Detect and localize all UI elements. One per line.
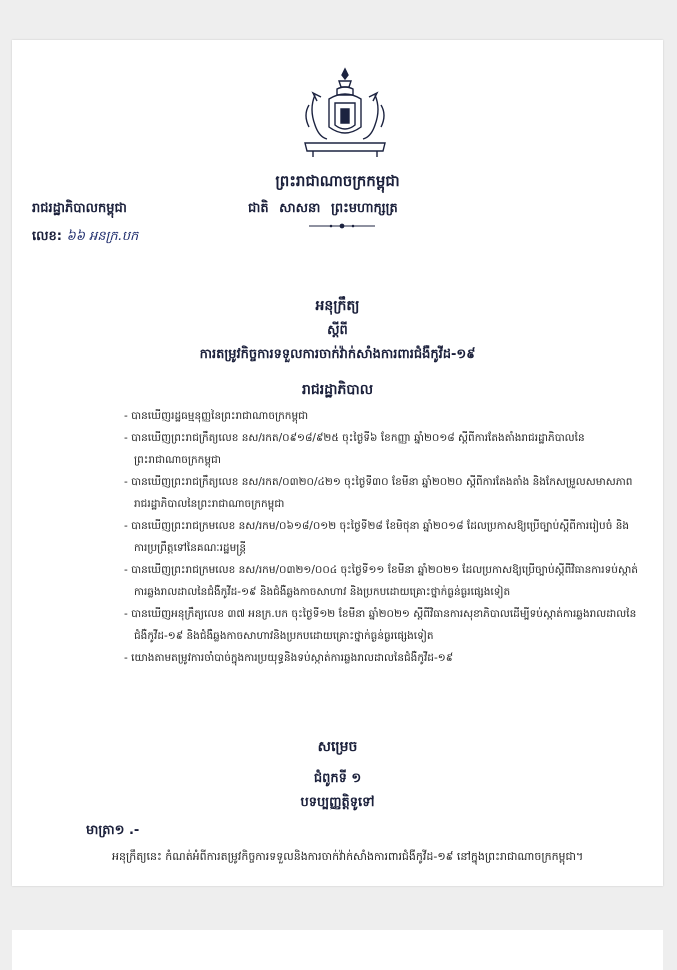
document-page (12, 40, 663, 886)
next-page-edge (12, 930, 663, 970)
article-label: មាត្រា១ .- (86, 823, 140, 838)
article-text: អនុក្រឹត្យនេះ កំណត់អំពីការតម្រូវកិច្ចការទទួលនិងការចាក់វ៉ាក់សាំងការពារជំងឺកូវីដ-១៩ នៅក្នុងព្រះរាជាណាចក្រកម្ពុជា។ (112, 850, 584, 863)
list-item: - បានឃើញអនុក្រឹត្យលេខ ៣៧ អនក្រ.បក ចុះថ្ងៃទី១២ ខែមីនា ឆ្នាំ២០២១ ស្តីពីវិធានការសុខាភិបាលដើម្បីទប់ស្កាត់ការឆ្លងរាលដាលនៃជំងឺកូវីដ-១៩ និងជំងឺឆ្លងកាចសាហាវនិងប្រកបដោយគ្រោះថ្នាក់ធ្ងន់ធ្ងរផ្សេងទៀត (124, 608, 637, 642)
government-name: រាជរដ្ឋាភិបាលកម្ពុជា (32, 201, 127, 216)
list-item: - បានឃើញព្រះរាជក្រឹត្យលេខ នស/រកត/០៩១៨/៩២៥ ចុះថ្ងៃទី៦ ខែកញ្ញា ឆ្នាំ២០១៨ ស្តីពីការតែងតាំងរាជរដ្ឋាភិបាលនៃព្រះរាជាណាចក្រកម្ពុជា (124, 432, 585, 466)
considerations-list (124, 405, 642, 669)
list-item: - បានឃើញព្រះរាជក្រមលេខ នស/រកម/០៣២១/០០៤ ចុះថ្ងៃទី១១ ខែមីនា ឆ្នាំ២០២១ ដែលប្រកាសឱ្យប្រើច្បាប់ស្តីពីវិធានការទប់ស្កាត់ការឆ្លងរាលដាលនៃជំងឺកូវីដ-១៩ និងជំងឺឆ្លងកាចសាហាវ និងប្រកបដោយគ្រោះថ្នាក់ធ្ងន់ធ្ងរផ្សេងទៀត (124, 564, 638, 598)
kingdom-name: ព្រះរាជាណាចក្រកម្ពុជា (275, 172, 400, 190)
reference-label: លេខ: (32, 229, 62, 244)
list-item: - បានឃើញព្រះរាជក្រឹត្យលេខ នស/រកត/០៣២០/៤២១ ចុះថ្ងៃទី៣០ ខែមីនា ឆ្នាំ២០២០ ស្តីពីការតែងតាំង និងកែសម្រួលសមាសភាពរាជរដ្ឋាភិបាលនៃព្រះរាជាណាចក្រកម្ពុជា (124, 476, 633, 510)
document-issuer: រាជរដ្ឋាភិបាល (301, 382, 374, 398)
decision-heading: សម្រេច (317, 739, 358, 755)
reference-number (32, 228, 138, 247)
document-subject: ការតម្រូវកិច្ចការទទួលការចាក់វ៉ាក់សាំងការពារជំងឺកូវីដ-១៩ (199, 347, 476, 362)
chapter-number: ជំពូកទី ១ (313, 771, 362, 786)
document-about: ស្តីពី (327, 323, 348, 338)
list-item: - បានឃើញព្រះរាជក្រមលេខ នស/រកម/០៦១៨/០១២ ចុះថ្ងៃទី២៨ ខែមិថុនា ឆ្នាំ២០១៨ ដែលប្រកាសឱ្យប្រើច្បាប់ស្តីពីការរៀបចំ និងការប្រព្រឹត្តទៅនៃគណៈរដ្ឋមន្ត្រី (124, 520, 630, 554)
chapter-title: បទប្បញ្ញត្តិទូទៅ (300, 795, 375, 810)
reference-handwritten: ៦៦ អនក្រ.បក (66, 229, 139, 244)
list-item: - បានឃើញរដ្ឋធម្មនុញ្ញនៃព្រះរាជាណាចក្រកម្ពុជា (124, 410, 309, 422)
ornament-divider-icon (307, 222, 377, 230)
royal-coat-of-arms-icon (295, 65, 395, 163)
document-type: អនុក្រឹត្យ (315, 298, 360, 314)
list-item: - យោងតាមតម្រូវការចាំបាច់ក្នុងការប្រយុទ្ធនិងទប់ស្កាត់ការឆ្លងរាលដាលនៃជំងឺកូវីដ-១៩ (124, 652, 454, 664)
national-motto: ជាតិ សាសនា ព្រះមហាក្សត្រ (248, 201, 398, 216)
